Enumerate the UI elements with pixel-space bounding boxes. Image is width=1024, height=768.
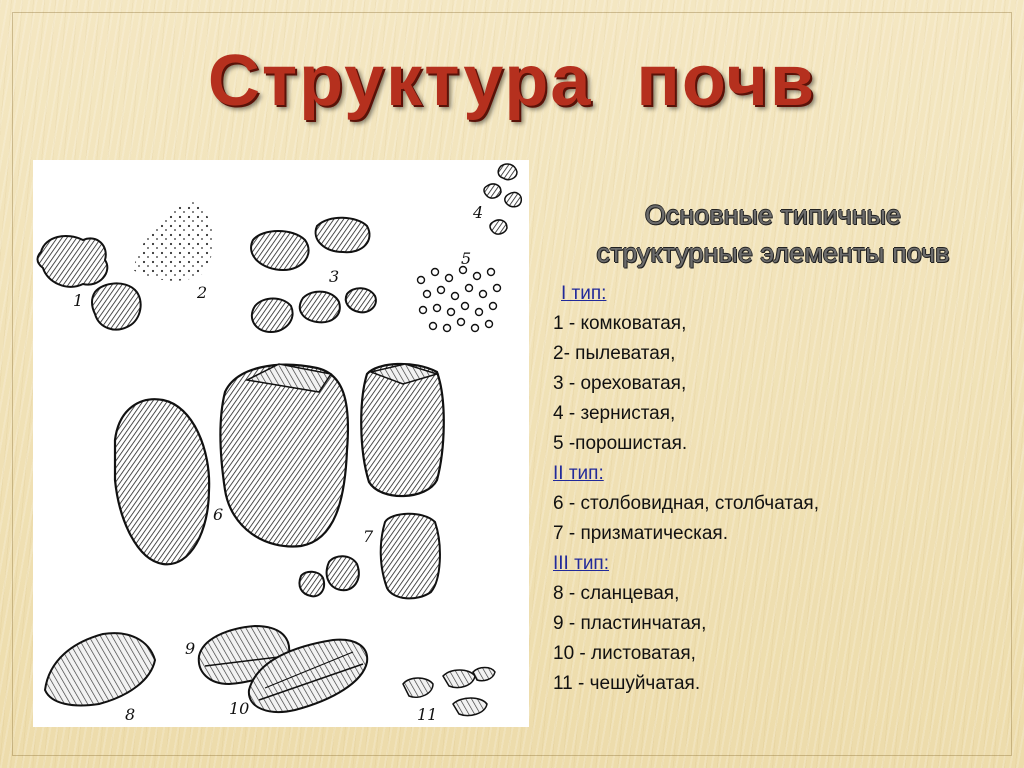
list-item: 1 - комковатая, (553, 313, 687, 334)
type-2-heading: II тип: (553, 463, 604, 484)
figure-label-8: 8 (125, 705, 136, 724)
figure-label-9: 9 (185, 639, 196, 658)
figure-label-10: 10 (229, 699, 250, 718)
slide-title: Структура почв (207, 41, 817, 121)
list-item: 3 - ореховатая, (553, 373, 687, 394)
aggregate-group-8 (45, 633, 155, 705)
aggregate-group-1 (38, 236, 141, 330)
list-item: 8 - сланцевая, (553, 583, 680, 604)
figure-label-3: 3 (329, 267, 340, 286)
list-item: 11 - чешуйчатая. (553, 673, 701, 694)
list-item: 10 - листоватая, (553, 643, 696, 664)
slide-subtitle (535, 196, 1011, 272)
figure-label-6: 6 (213, 505, 224, 524)
aggregate-group-4 (484, 164, 521, 234)
aggregate-group-5 (418, 267, 501, 332)
list-item: 5 -порошистая. (553, 433, 688, 454)
structure-type-list (553, 279, 993, 699)
subtitle-line-2: структурные элементы почв (596, 238, 950, 268)
subtitle-line-1: Основные типичные (644, 200, 902, 230)
soil-structure-illustration (33, 160, 529, 727)
list-item: 9 - пластинчатая, (553, 613, 707, 634)
aggregate-group-3 (251, 218, 376, 332)
figure-label-2: 2 (197, 283, 208, 302)
figure-label-7: 7 (363, 527, 374, 546)
figure-label-4: 4 (473, 203, 484, 222)
figure-label-11: 11 (417, 705, 438, 724)
figure-label-1: 1 (73, 291, 84, 310)
figure-label-5: 5 (461, 249, 472, 268)
list-item: 7 - призматическая. (553, 523, 728, 544)
list-item: 2- пылеватая, (553, 343, 676, 364)
list-item: 6 - столбовидная, столбчатая, (553, 493, 819, 514)
aggregate-group-2 (133, 202, 213, 281)
list-item: 4 - зернистая, (553, 403, 676, 424)
type-1-heading: I тип: (561, 283, 607, 304)
type-3-heading: III тип: (553, 553, 609, 574)
